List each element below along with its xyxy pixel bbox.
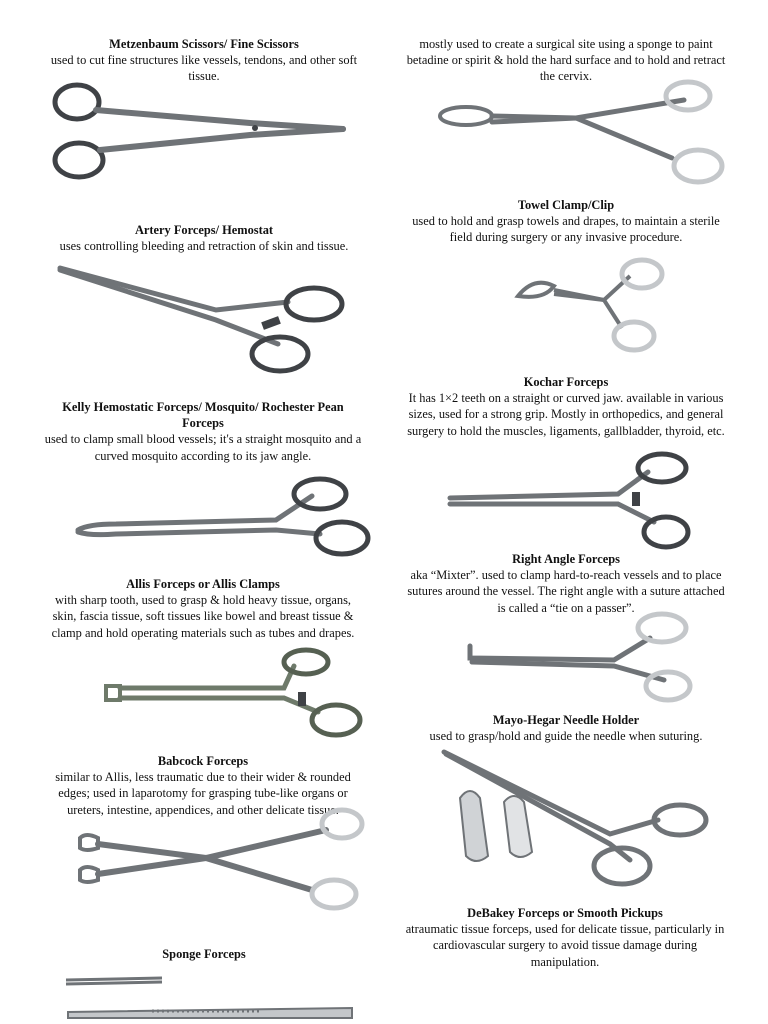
entry-kochar-forceps: [404, 374, 728, 439]
entry-right-angle-forceps: [404, 551, 728, 616]
sponge-forceps-icon: [436, 78, 730, 188]
entry-description: aka “Mixter”. used to clamp hard-to-reach vessels and to place sutures around the vessel. The right angle with a suture attached is called a “tie on a passer”.: [407, 568, 725, 615]
entry-allis-forceps: [42, 576, 364, 641]
entry-title: Kochar Forceps: [523, 375, 609, 389]
entry-title: Allis Forceps or Allis Clamps: [126, 577, 280, 591]
pickup-forceps-icon: [62, 972, 362, 1024]
entry-title: Kelly Hemostatic Forceps/ Mosquito/ Rochester Pean Forceps: [62, 400, 344, 431]
entry-debakey-forceps: [398, 905, 732, 970]
entry-description: used to clamp small blood vessels; it's a straight mosquito and a curved mosquito according to its jaw angle.: [44, 432, 362, 463]
entry-kelly-forceps: [40, 399, 366, 464]
hemostat-icon: [56, 264, 346, 376]
entry-description: atraumatic tissue forceps, used for delicate tissue, particularly in cardiovascular surgery to avoid tissue damage during manipulation.: [405, 922, 725, 969]
entry-description: used to grasp/hold and guide the needle when suturing.: [429, 729, 703, 744]
babcock-forceps-icon: [76, 808, 366, 910]
entry-needle-holder: [404, 712, 728, 744]
entry-title: Towel Clamp/Clip: [517, 198, 615, 212]
entry-title: Metzenbaum Scissors/ Fine Scissors: [109, 37, 299, 51]
entry-title: DeBakey Forceps or Smooth Pickups: [467, 906, 663, 920]
kelly-forceps-icon: [76, 476, 372, 560]
entry-artery-forceps: [44, 222, 364, 254]
entry-title: Mayo-Hegar Needle Holder: [492, 713, 640, 727]
allis-forceps-icon: [104, 648, 366, 740]
entry-title: Sponge Forceps: [162, 947, 246, 961]
entry-description: similar to Allis, less traumatic due to their wider & rounded edges; used in laparotomy for grasping tube-like organs or ureters, intestine, appendices, and other delicate tissue.: [55, 770, 351, 817]
entry-description: It has 1×2 teeth on a straight or curved jaw. available in various sizes, used for a strong grip. Mostly in orthopedics, and general surgery to hold the muscles, ligaments, gallbladder, thyroid, etc.: [407, 391, 725, 438]
entry-title: Babcock Forceps: [157, 754, 249, 768]
entry-title: Artery Forceps/ Hemostat: [134, 223, 274, 237]
kochar-forceps-icon: [448, 452, 694, 550]
entry-description: mostly used to create a surgical site using a sponge to paint betadine or spirit & hold the hard surface and to hold and retract the cervix.: [406, 37, 726, 84]
entry-title: Right Angle Forceps: [512, 552, 620, 566]
entry-description: with sharp tooth, used to grasp & hold heavy tissue, organs, skin, fascia tissue, soft tissues like bowel and breast tissue & clamp and hold operating materials such as tubes and drapes.: [51, 593, 355, 640]
entry-sponge-forceps-label: [44, 946, 364, 962]
needle-holder-icon: [440, 748, 710, 890]
scissors-icon: [50, 80, 350, 182]
entry-towel-clamp: [404, 197, 728, 246]
entry-description: uses controlling bleeding and retraction of skin and tissue.: [59, 239, 349, 254]
towel-clamp-icon: [514, 256, 674, 354]
entry-metzenbaum-scissors: [44, 36, 364, 85]
entry-description: used to cut fine structures like vessels, tendons, and other soft tissue.: [50, 53, 358, 84]
right-angle-forceps-icon: [464, 610, 694, 702]
entry-description: used to hold and grasp towels and drapes, to maintain a sterile field during surgery or any invasive procedure.: [412, 214, 720, 245]
